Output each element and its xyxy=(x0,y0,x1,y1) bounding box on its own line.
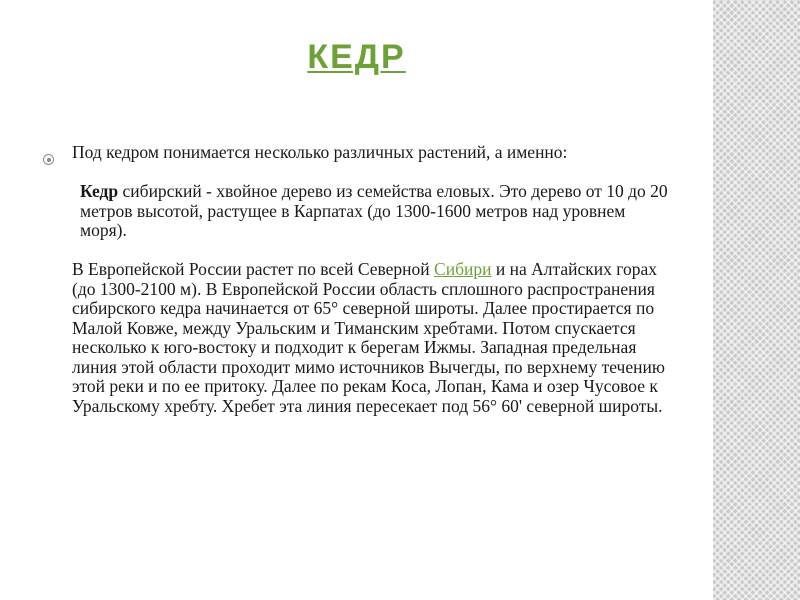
decorative-side-band xyxy=(713,0,800,600)
bullet-icon xyxy=(43,154,54,165)
paragraph-spacer xyxy=(72,241,672,261)
slide-body xyxy=(72,143,672,416)
slide-title: КЕДР xyxy=(307,38,406,76)
distribution-text-start: В Европейской России растет по всей Северной xyxy=(72,259,435,279)
distribution-text-rest: и на Алтайских горах (до 1300-2100 м). В Европейской России область сплошного распространения сибирского кедра начинается от 65° северной широты. Далее простирается по Малой Ковже, между Уральским и Тиманским хребтами. Потом спускается несколько к юго-востоку и подходит к берегам Ижмы. Западная предельная линия этой области проходит мимо источников Вычегды, по верхнему течению этой реки и по ее притоку. Далее по рекам Коса, Лопан, Кама и озер Чусовое к Уральскому хребту. Хребет эта линия пересекает под 56° 60' северной широты. xyxy=(72,259,665,416)
paragraph-spacer xyxy=(72,163,672,183)
paragraph-cedar-description xyxy=(72,182,672,241)
intro-text: Под кедром понимается несколько различных растений, а именно: xyxy=(72,142,568,162)
paragraph-distribution xyxy=(72,260,672,416)
cedar-term: Кедр xyxy=(80,181,119,201)
siberia-link[interactable]: Сибири xyxy=(434,259,492,279)
cedar-description-text: сибирский - хвойное дерево из семейства еловых. Это дерево от 10 до 20 метров высотой, растущее в Карпатах (до 1300-1600 метров над уровнем моря). xyxy=(80,181,668,240)
